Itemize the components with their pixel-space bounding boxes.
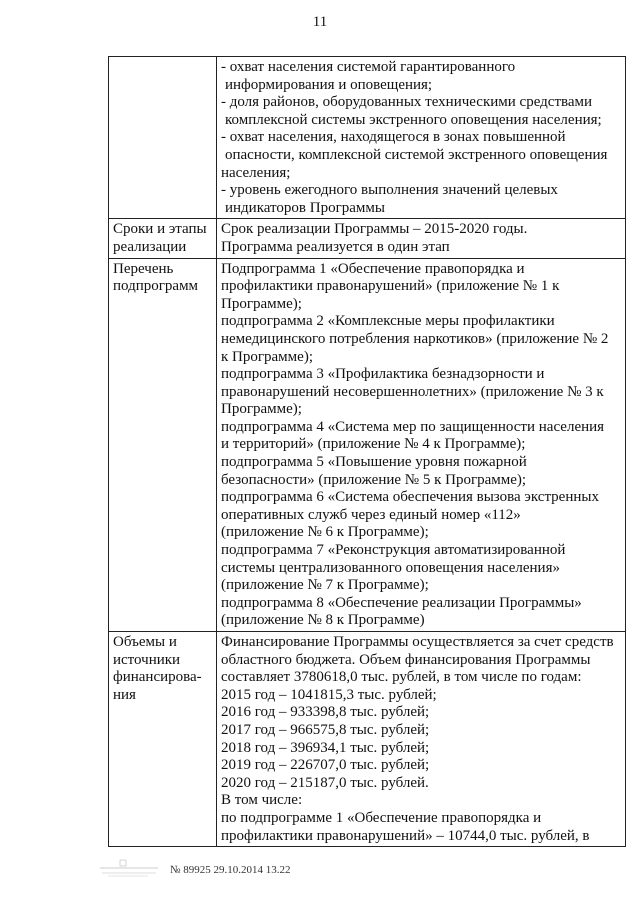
row-content-line: подпрограмма 6 «Система обеспечения вызова экстренных: [221, 489, 599, 506]
row-content-line: - охват населения системой гарантированного: [221, 59, 516, 75]
row-content-line: - охват населения, находящегося в зонах повышенной: [221, 129, 566, 146]
row-content-line: и территорий» (приложение № 4 к Программе);: [221, 436, 526, 453]
row-content-line: областного бюджета. Объем финансирования Программы: [221, 651, 591, 668]
row-content-line: опасности, комплексной системой экстренного оповещения: [225, 146, 608, 163]
row-content-line: подпрограмма 2 «Комплексные меры профилактики: [221, 313, 555, 330]
document-registration-number: № 89925 29.10.2014 13.22: [170, 864, 291, 876]
row-content-line: Подпрограмма 1 «Обеспечение правопорядка и: [221, 260, 525, 277]
row-content-line: населения;: [221, 164, 291, 181]
row-content-line: системы централизованного оповещения населения»: [221, 559, 560, 576]
table-body: [109, 57, 626, 847]
row-content-line: 2018 год – 396934,1 тыс. рублей;: [221, 739, 430, 756]
row-content-line: (приложение № 6 к Программе);: [221, 524, 429, 541]
row-content-line: 2017 год – 966575,8 тыс. рублей;: [221, 721, 430, 738]
table-row: [109, 258, 626, 631]
row-content-line: - доля районов, оборудованных техническими средствами: [221, 94, 593, 111]
passport-table: [108, 56, 626, 847]
row-content-line: составляет 3780618,0 тыс. рублей, в том числе по годам:: [221, 669, 582, 686]
row-content-line: подпрограмма 7 «Реконструкция автоматизированной: [221, 542, 566, 559]
row-content-line: немедицинского потребления наркотиков» (приложение № 2: [221, 330, 609, 347]
row-content-line: правонарушений несовершеннолетних» (приложение № 3 к: [221, 383, 604, 400]
row-label-cell: [109, 258, 217, 631]
row-content-cell: [217, 57, 626, 219]
row-label-cell: [109, 219, 217, 258]
table-row: [109, 219, 626, 258]
row-label-cell: [109, 632, 217, 847]
row-label-line: финансирова-: [113, 669, 202, 686]
row-content-line: подпрограмма 3 «Профилактика безнадзорности и: [221, 366, 545, 383]
row-content-line: 2020 год – 215187,0 тыс. рублей.: [221, 774, 429, 791]
row-label-line: ния: [113, 686, 136, 703]
page-number: 11: [312, 14, 328, 30]
row-content-line: комплексной системы экстренного оповещения населения;: [225, 111, 602, 128]
row-content-line: Финансирование Программы осуществляется за счет средств: [221, 634, 614, 650]
row-content-line: - уровень ежегодного выполнения значений целевых: [221, 182, 558, 199]
row-content-line: по подпрограмме 1 «Обеспечение правопорядка и: [221, 809, 542, 826]
row-content-line: (приложение № 7 к Программе);: [221, 577, 429, 594]
row-content-line: (приложение № 8 к Программе): [221, 612, 425, 629]
row-label-line: Объемы и: [113, 634, 177, 650]
row-content-line: информирования и оповещения;: [225, 76, 433, 93]
row-content-line: профилактики правонарушений» – 10744,0 тыс. рублей, в: [221, 827, 590, 844]
row-content-line: Программа реализуется в один этап: [221, 238, 450, 255]
row-content-line: подпрограмма 5 «Повышение уровня пожарной: [221, 454, 527, 471]
row-label-line: источники: [113, 651, 181, 668]
row-label-line: Перечень: [113, 260, 174, 277]
row-content-cell: [217, 219, 626, 258]
row-label-line: подпрограмм: [113, 278, 199, 295]
row-content-line: В том числе:: [221, 792, 303, 809]
table-row: [109, 632, 626, 847]
row-content-cell: [217, 258, 626, 631]
footer: [100, 858, 400, 880]
row-content-line: безопасности» (приложение № 5 к Программе);: [221, 471, 527, 488]
row-content-line: подпрограмма 8 «Обеспечение реализации Программы»: [221, 594, 582, 611]
registration-stamp-icon: [100, 858, 158, 878]
row-content-line: оперативных служб через единый номер «112»: [221, 506, 521, 523]
row-label-line: Сроки и этапы: [113, 221, 207, 238]
row-content-line: 2019 год – 226707,0 тыс. рублей;: [221, 757, 430, 774]
row-content-line: 2015 год – 1041815,3 тыс. рублей;: [221, 686, 437, 703]
row-label-line: реализации: [113, 238, 187, 255]
row-content-line: к Программе);: [221, 348, 313, 365]
table-row: [109, 57, 626, 219]
row-content-line: 2016 год – 933398,8 тыс. рублей;: [221, 704, 430, 721]
row-content-line: индикаторов Программы: [225, 199, 385, 216]
row-content-line: подпрограмма 4 «Система мер по защищенности населения: [221, 418, 605, 435]
row-content-cell: [217, 632, 626, 847]
row-content-line: Программе);: [221, 295, 302, 312]
row-content-line: профилактики правонарушений» (приложение № 1 к: [221, 278, 560, 295]
row-content-line: Программе);: [221, 401, 302, 418]
row-content-line: Срок реализации Программы – 2015-2020 годы.: [221, 221, 528, 238]
row-label-cell: [109, 57, 217, 219]
